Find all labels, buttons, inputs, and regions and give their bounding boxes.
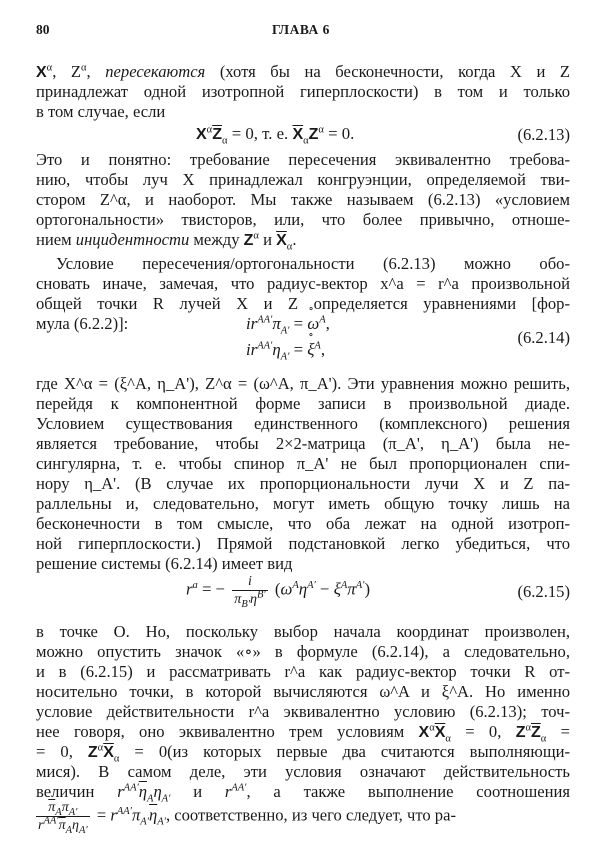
- chapter-title: ГЛАВА 6: [272, 22, 330, 37]
- paragraph-4-line-2: перейдя к компонентной форме записи в произвольной диаде.: [36, 394, 570, 413]
- paragraph-5-line-10: $\frac{\overline{\pi}_A\pi_{A'}}{r^{AA'}\overline{\pi}_A\eta_{A'}}$ = $r^{AA'}\pi_{A'}\overline{\eta}_{A'}$, соответственно, из чего следует, что ра-: [38, 800, 456, 836]
- paragraph-1-line-3: в том случае, если: [36, 102, 166, 121]
- paragraph-5-line-8: мися). В самом деле, эти условия означают действительность: [36, 762, 570, 781]
- paragraph-3-line-2: сновать иначе, замечая, что радиус-вектор x^a = r^a произвольной: [36, 274, 570, 293]
- paragraph-4-line-7: раллельны и, следовательно, могут иметь общую точку лишь на: [36, 494, 570, 513]
- paragraph-3-line-4: мула (6.2.2)]:: [36, 314, 129, 333]
- equation-6-2-14-line-2: $ir^{AA'}\eta_{A'}$ = ∘ $\xi^A$,: [246, 340, 325, 360]
- paragraph-5-line-6: нее говоря, оно эквивалентно трем условиям $X^\alpha\overline{X}_\alpha = 0$, $Z^\alpha\overline{Z}_\alpha$ =: [36, 722, 570, 745]
- paragraph-4-line-10: решение системы (6.2.14) имеет вид: [36, 554, 293, 573]
- paragraph-4-line-3: Условием существования единственного (комплексного) решения: [36, 414, 570, 433]
- paragraph-2-line-3: стором Z^α, и наоборот. Мы также называем (6.2.13) «условием: [36, 190, 570, 209]
- paragraph-4-line-4: является требование, чтобы 2×2-матрица (π_A', η_A') была не-: [36, 434, 570, 453]
- paragraph-4-line-8: бесконечности в том смысле, что оба лежат на одной изотроп-: [36, 514, 570, 533]
- paragraph-2-line-5: нием инцидентности между $Z^\alpha$ и $\overline{X}_\alpha$.: [36, 230, 297, 253]
- equation-number-6-2-13: (6.2.13): [517, 125, 570, 144]
- paragraph-5-line-3: и в (6.2.15) и рассматривать r^a как радиус-вектор точки R от-: [36, 662, 570, 681]
- paragraph-5-line-1: в точке O. Но, поскольку выбор начала координат произволен,: [36, 622, 570, 641]
- equation-number-6-2-14: (6.2.14): [517, 328, 570, 347]
- equation-6-2-15: $r^a$ = − $\frac{i}{\pi_{B'}\eta^{B'}}$ $(\omega^A\eta^{A'} - \xi^A\pi^{A'})$: [186, 574, 371, 610]
- equation-6-2-13: $X^\alpha\overline{Z}_\alpha = 0$, т. е. $\overline{X}_\alpha Z^\alpha = 0$.: [196, 124, 355, 147]
- paragraph-5-line-2: можно опустить значок «∘» в формуле (6.2.14), а следовательно,: [36, 642, 570, 661]
- paragraph-1-line-2: принадлежат одной изотропной гиперплоскости) в том и только: [36, 82, 570, 101]
- paragraph-4-line-6: нору η_A'. (В случае их пропорциональности лучи X и Z па-: [36, 474, 570, 493]
- equation-number-6-2-15: (6.2.15): [517, 582, 570, 601]
- paragraph-2-line-4: ортогональности» твисторов, или, что более привычно, отноше-: [36, 210, 570, 229]
- paragraph-5-line-4: носительно точки, в которой вычисляются ω^A и ξ^A. Но именно: [36, 682, 570, 701]
- paragraph-2-line-1: Это и понятно: требование пересечения эквивалентно требова-: [36, 150, 570, 169]
- paragraph-4-line-9: ной гиперплоскости.) Прямой подстановкой легко убедиться, что: [36, 534, 570, 553]
- paragraph-5-line-5: условие действительности r^a эквивалентно условию (6.2.13); точ-: [36, 702, 570, 721]
- page-number: 80: [36, 22, 50, 37]
- paragraph-5-line-9: величин $r^{AA'}\overline{\eta}_A\eta_{A'}$ и $r^{AA'}$, а также выполнение соотношения: [36, 782, 570, 805]
- paragraph-5-line-7: = 0, $Z^\alpha\overline{X}_\alpha = 0(из$ которых первые два считаются выполняющи-: [36, 742, 570, 765]
- paragraph-3-line-1: Условие пересечения/ортогональности (6.2.13) можно обо-: [56, 254, 570, 273]
- equation-6-2-14-line-1: $ir^{AA'}\pi_{A'}$ = ∘ $\omega^A$,: [246, 314, 330, 334]
- paragraph-2-line-2: нию, чтобы луч X принадлежал конгруэнции, определяемой тви-: [36, 170, 570, 189]
- paragraph-3-line-3: общей точки R лучей X и Z определяется уравнениями [фор-: [36, 294, 570, 313]
- paragraph-4-line-5: сингулярна, т. е. чтобы спинор π_A' не был пропорционален спи-: [36, 454, 570, 473]
- paragraph-1-line-1: $X^\alpha$, $Z^\alpha$, пересекаются (хотя бы на бесконечности, когда X и Z: [36, 62, 571, 81]
- paragraph-4-line-1: где X^α = (ξ^A, η_A'), Z^α = (ω^A, π_A'). Эти уравнения можно решить,: [36, 374, 570, 393]
